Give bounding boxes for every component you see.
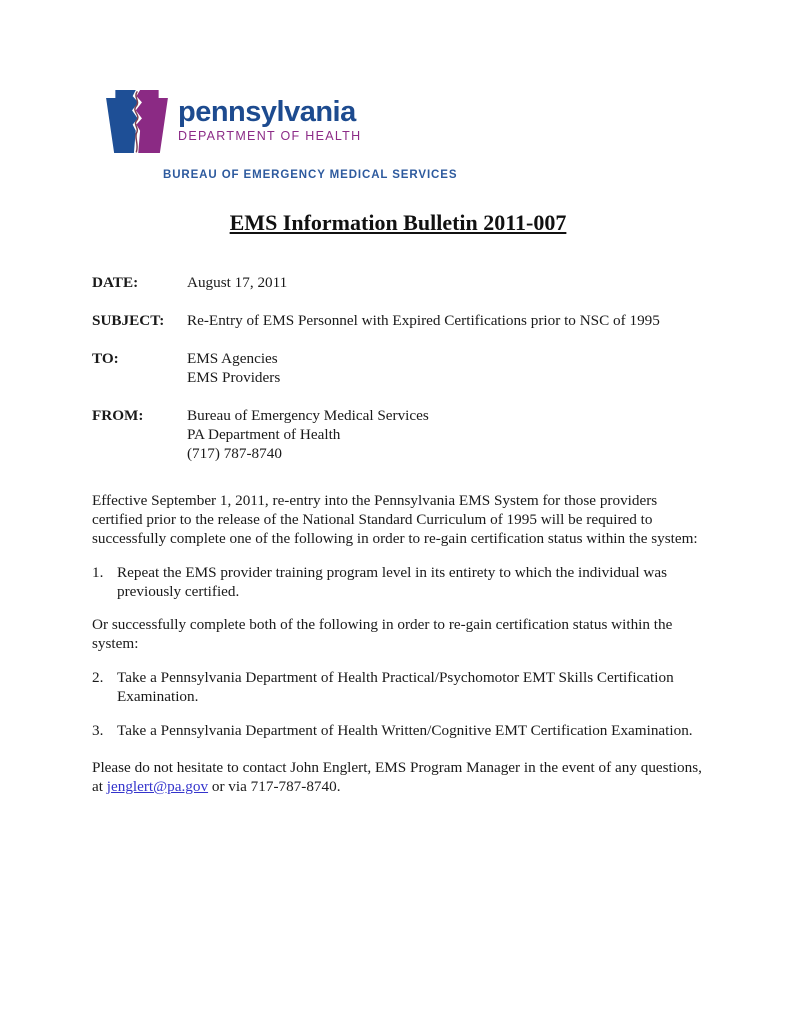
bureau-line: BUREAU OF EMERGENCY MEDICAL SERVICES xyxy=(163,169,458,181)
logo-text xyxy=(178,90,361,143)
keystone-logo-icon xyxy=(105,90,169,158)
list-item-2 xyxy=(92,668,704,706)
meta-value-from xyxy=(187,406,429,463)
intro-paragraph: Effective September 1, 2011, re-entry into the Pennsylvania EMS System for those providers certified prior to the release of the National Standard Curriculum of 1995 will be required to successfully complete one of the following in order to re-gain certification status within the system: xyxy=(92,492,698,547)
meta-value-date xyxy=(187,273,287,292)
meta-block xyxy=(92,273,704,463)
meta-label-date: DATE: xyxy=(92,274,139,291)
page-title: EMS Information Bulletin 2011-007 xyxy=(229,210,567,235)
email-link[interactable]: jenglert@pa.gov xyxy=(106,778,209,795)
meta-label-to: TO: xyxy=(92,350,119,367)
list-item-1-number: 1. xyxy=(92,564,104,581)
to-value-line2: EMS Providers xyxy=(187,369,281,386)
meta-row-from xyxy=(92,406,704,463)
list-item-2-number: 2. xyxy=(92,669,104,686)
list-item-2-text: Take a Pennsylvania Department of Health Practical/Psychomotor EMT Skills Certification Examination. xyxy=(117,669,674,705)
from-value-line3: (717) 787-8740 xyxy=(187,445,282,462)
or-paragraph: Or successfully complete both of the following in order to re-gain certification status within the system: xyxy=(92,616,673,652)
list-item-3 xyxy=(92,721,704,740)
list-item-3-text: Take a Pennsylvania Department of Health Written/Cognitive EMT Certification Examination. xyxy=(117,722,693,739)
date-value: August 17, 2011 xyxy=(187,274,288,291)
meta-value-subject xyxy=(187,311,660,330)
closing-text-post: or via 717-787-8740. xyxy=(208,778,341,795)
meta-value-to xyxy=(187,349,280,387)
list-item-1 xyxy=(92,563,704,601)
from-value-line1: Bureau of Emergency Medical Services xyxy=(187,407,429,424)
subject-value: Re-Entry of EMS Personnel with Expired Certifications prior to NSC of 1995 xyxy=(187,312,660,329)
list-item-3-number: 3. xyxy=(92,722,104,739)
meta-row-to xyxy=(92,349,704,387)
meta-label-subject: SUBJECT: xyxy=(92,312,165,329)
doh-logo xyxy=(105,90,704,158)
closing-text-pre: Please do not hesitate to contact John Englert, EMS Program Manager in the event of any questions, at xyxy=(92,759,702,795)
meta-label-from: FROM: xyxy=(92,407,144,424)
to-value-line1: EMS Agencies xyxy=(187,350,278,367)
logo-brand-text: pennsylvania xyxy=(178,96,356,128)
meta-row-subject xyxy=(92,311,704,330)
meta-row-date xyxy=(92,273,704,292)
list-item-1-text: Repeat the EMS provider training program level in its entirety to which the individual was previously certified. xyxy=(117,564,667,600)
closing-paragraph xyxy=(92,758,704,796)
from-value-line2: PA Department of Health xyxy=(187,426,341,443)
logo-department-text: DEPARTMENT OF HEALTH xyxy=(178,129,362,143)
